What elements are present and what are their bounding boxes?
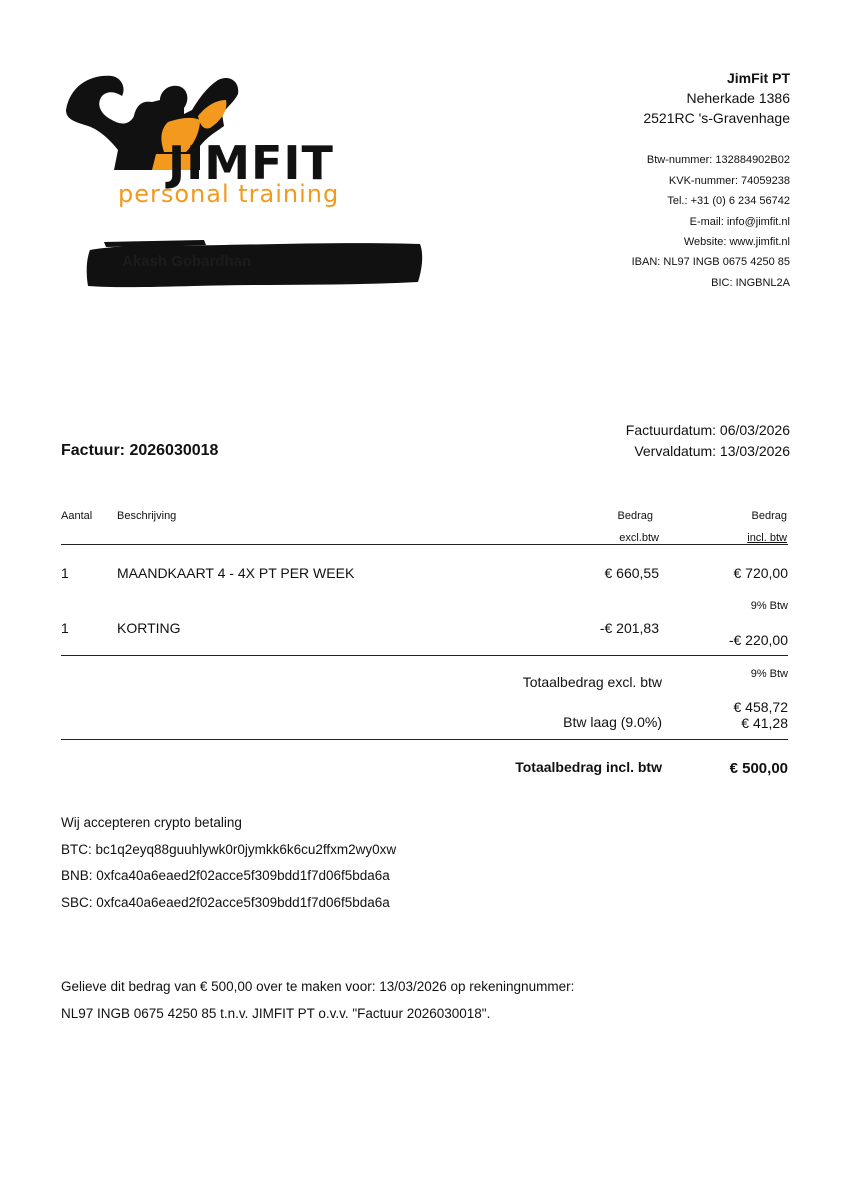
column-subheader-excl-btw: excl.btw [619,532,659,544]
totals-divider [61,739,788,740]
company-kvk-number: KVK-nummer: 74059238 [668,175,790,187]
crypto-heading: Wij accepteren crypto betaling [61,815,242,830]
company-btw-number: Btw-nummer: 132884902B02 [646,154,790,166]
logo-tagline: personal training [118,180,340,208]
row-amount-excl: € 660,55 [604,565,659,581]
subtotal-value: € 458,72 [733,699,788,715]
invoice-due-date: Vervaldatum: 13/03/2026 [634,443,790,459]
total-value: € 500,00 [729,760,788,777]
payment-line-2: NL97 INGB 0675 4250 85 t.n.v. JIMFIT PT o.v.v. "Factuur 2026030018". [61,1006,491,1021]
row-quantity: 1 [61,565,69,581]
total-label: Totaalbedrag incl. btw [515,759,662,775]
row-amount-excl: -€ 201,83 [599,620,659,636]
crypto-sbc-address: SBC: 0xfca40a6eaed2f02acce5f309bdd1f7d06f5bda6a [61,895,390,910]
column-header-description: Beschrijving [117,510,177,522]
logo-wordmark: JIMFIT [168,136,334,190]
company-address-city: 2521RC 's-Gravenhage [643,110,790,126]
company-email: E-mail: info@jimfit.nl [689,216,790,228]
client-name: Akash Gobardhan [122,253,252,270]
invoice-title: Factuur: 2026030018 [61,442,219,459]
payment-line-1: Gelieve dit bedrag van € 500,00 over te maken voor: 13/03/2026 op rekeningnummer: [61,979,575,994]
column-header-amount-incl: Bedrag [751,510,787,522]
column-header-quantity: Aantal [61,510,93,522]
table-body-divider [61,655,788,656]
table-header-divider [61,544,788,545]
vat-value: € 41,28 [741,715,788,731]
row-amount-incl: € 720,00 [733,565,788,581]
row-quantity: 1 [61,620,69,636]
company-iban: IBAN: NL97 INGB 0675 4250 85 [631,256,790,268]
row-amount-incl: -€ 220,00 [728,632,788,648]
column-header-amount-excl: Bedrag [617,510,653,522]
invoice-date: Factuurdatum: 06/03/2026 [625,422,790,438]
crypto-btc-address: BTC: bc1q2eyq88guuhlywk0r0jymkk6k6cu2ffxm2wy0xw [61,842,397,857]
row-vat-rate: 9% Btw [750,600,788,612]
company-name: JimFit PT [726,70,790,86]
row-description: KORTING [117,620,181,636]
row-description: MAANDKAART 4 - 4X PT PER WEEK [117,565,355,581]
totals-vat-rate: 9% Btw [750,668,788,680]
company-bic: BIC: INGBNL2A [711,277,790,289]
column-subheader-incl-btw: incl. btw [747,532,787,544]
subtotal-label: Totaalbedrag excl. btw [522,674,662,690]
company-address-street: Neherkade 1386 [686,90,790,106]
company-website: Website: www.jimfit.nl [683,236,790,248]
vat-label: Btw laag (9.0%) [563,714,662,730]
company-phone: Tel.: +31 (0) 6 234 56742 [667,195,790,207]
crypto-bnb-address: BNB: 0xfca40a6eaed2f02acce5f309bdd1f7d06f5bda6a [61,868,390,883]
